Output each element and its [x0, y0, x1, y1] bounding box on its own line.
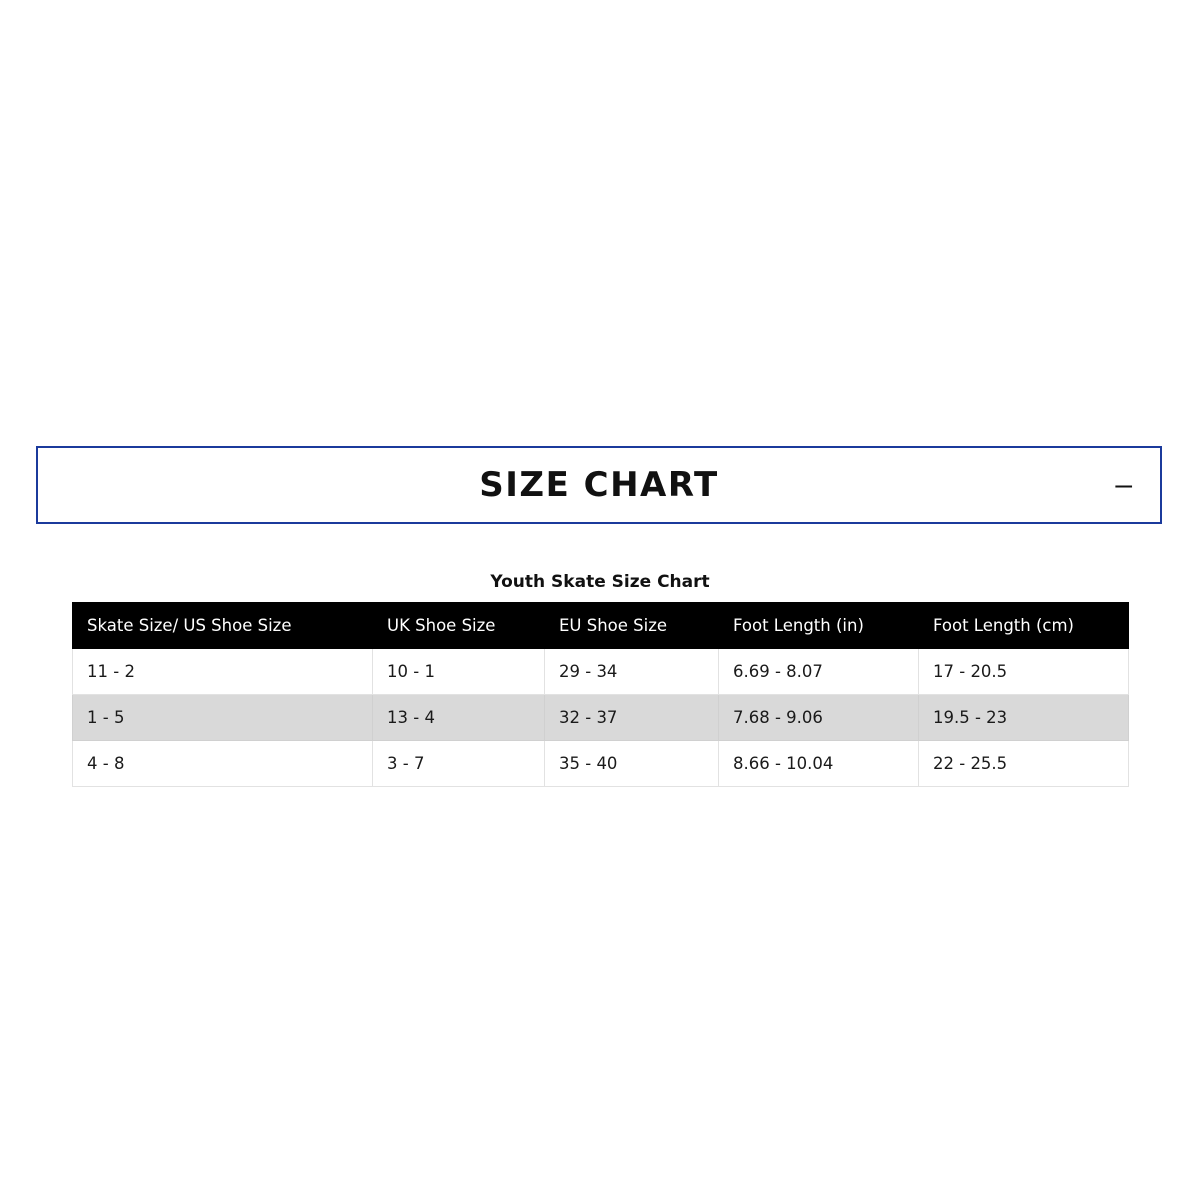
cell-foot-in: 7.68 - 9.06 [719, 695, 919, 741]
column-header-eu: EU Shoe Size [545, 603, 719, 649]
cell-eu: 35 - 40 [545, 741, 719, 787]
page-title: SIZE CHART [479, 465, 719, 505]
column-header-uk: UK Shoe Size [373, 603, 545, 649]
cell-eu: 32 - 37 [545, 695, 719, 741]
cell-uk: 13 - 4 [373, 695, 545, 741]
cell-skate-us: 1 - 5 [73, 695, 373, 741]
cell-skate-us: 4 - 8 [73, 741, 373, 787]
cell-skate-us: 11 - 2 [73, 649, 373, 695]
cell-foot-in: 6.69 - 8.07 [719, 649, 919, 695]
collapse-minus-icon[interactable]: – [1115, 468, 1132, 501]
column-header-foot-cm: Foot Length (cm) [919, 603, 1129, 649]
table-caption: Youth Skate Size Chart [490, 572, 710, 592]
youth-skate-size-table [72, 602, 1129, 787]
size-chart-table-block [72, 572, 1128, 787]
cell-uk: 10 - 1 [373, 649, 545, 695]
table-row [73, 649, 1129, 695]
cell-foot-in: 8.66 - 10.04 [719, 741, 919, 787]
cell-uk: 3 - 7 [373, 741, 545, 787]
table-header-row [73, 603, 1129, 649]
column-header-skate-us: Skate Size/ US Shoe Size [73, 603, 373, 649]
cell-foot-cm: 19.5 - 23 [919, 695, 1129, 741]
table-row [73, 695, 1129, 741]
cell-foot-cm: 17 - 20.5 [919, 649, 1129, 695]
column-header-foot-in: Foot Length (in) [719, 603, 919, 649]
cell-foot-cm: 22 - 25.5 [919, 741, 1129, 787]
size-chart-accordion-header[interactable] [36, 446, 1162, 524]
table-row [73, 741, 1129, 787]
cell-eu: 29 - 34 [545, 649, 719, 695]
